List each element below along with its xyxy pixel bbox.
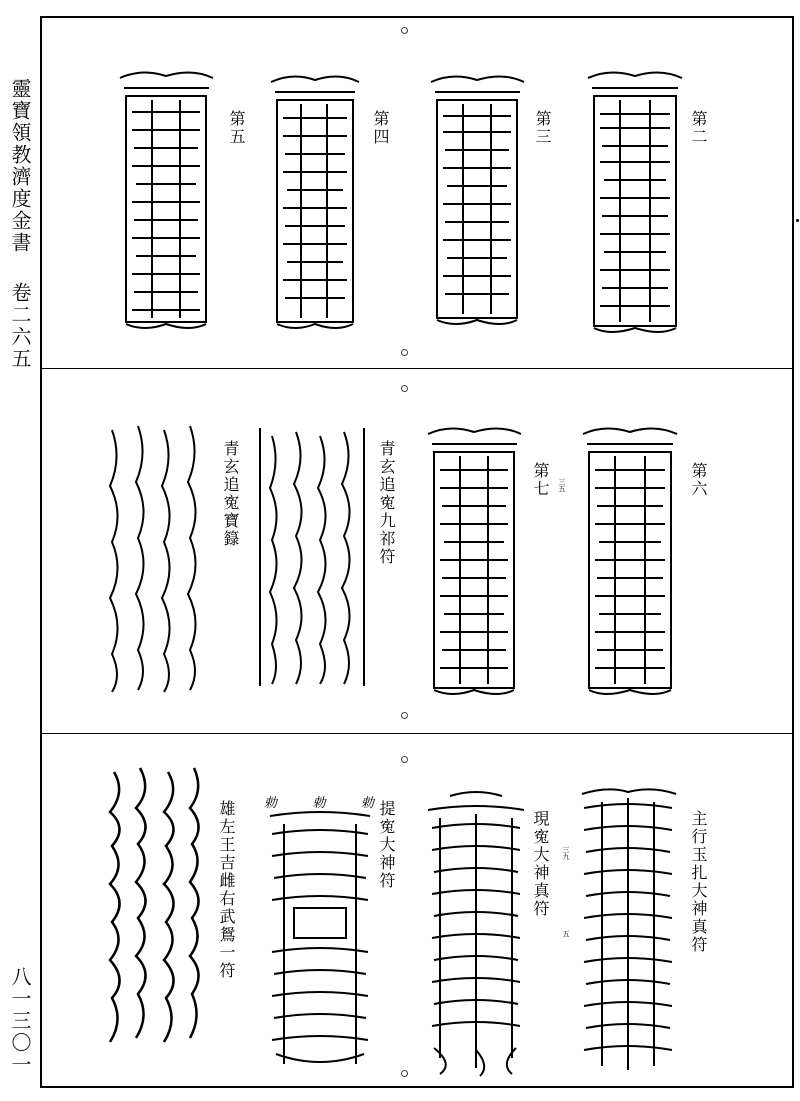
cursive-talisman-treasure (98, 420, 218, 696)
talisman-label-7: 第七 (531, 462, 550, 498)
chi-glyph: 勅 (360, 796, 374, 811)
small-note: 三九 (562, 846, 570, 860)
seal-talisman-jade-zha (572, 784, 684, 1074)
chi-glyph: 勅 (312, 796, 326, 811)
seal-talisman-2 (580, 66, 690, 338)
talisman-label-male-female: 雄左王吉雌右武鴛一符 (217, 800, 236, 980)
small-note: 三五 (558, 478, 566, 492)
talisman-label-6: 第六 (689, 462, 708, 498)
book-title: 靈寶領教濟度金書 (8, 78, 32, 254)
talisman-label-2: 第二 (689, 110, 708, 146)
page-number: 八一三〇一 (8, 966, 32, 1076)
talisman-label-4: 第四 (371, 110, 390, 146)
seal-talisman-4 (265, 70, 365, 332)
cursive-talisman-nine (252, 422, 374, 692)
seal-talisman-3 (425, 70, 530, 328)
seal-talisman-7 (422, 422, 527, 700)
page-frame (40, 16, 794, 1088)
registration-mark (401, 712, 408, 719)
talisman-label-nine-qi: 青玄追寃九祁符 (377, 440, 396, 566)
talisman-label-lift: 提寃大神符 (377, 800, 396, 890)
seal-talisman-6 (575, 422, 685, 700)
small-note: 五 (562, 930, 570, 937)
seal-talisman-reveal (420, 788, 532, 1078)
chi-glyph: 勅 (264, 796, 278, 811)
margin-dot (796, 219, 799, 222)
talisman-label-reveal: 現寃大神真符 (531, 810, 550, 918)
registration-mark (401, 1070, 408, 1077)
registration-mark (401, 27, 408, 34)
seal-talisman-5 (114, 66, 219, 334)
talisman-label-treasure: 青玄追寃寶籙 (221, 440, 240, 548)
talisman-label-5: 第五 (227, 110, 246, 146)
talisman-label-3: 第三 (533, 110, 552, 146)
cursive-talisman-male-female (92, 762, 212, 1062)
panel-divider (42, 733, 792, 734)
registration-mark (401, 385, 408, 392)
registration-mark (401, 756, 408, 763)
talisman-label-jade-zha: 主行玉扎大神真符 (689, 810, 708, 954)
panel-divider (42, 368, 792, 369)
volume-number: 卷二六五 (8, 282, 32, 370)
registration-mark (401, 349, 408, 356)
seal-talisman-lift (262, 808, 377, 1074)
